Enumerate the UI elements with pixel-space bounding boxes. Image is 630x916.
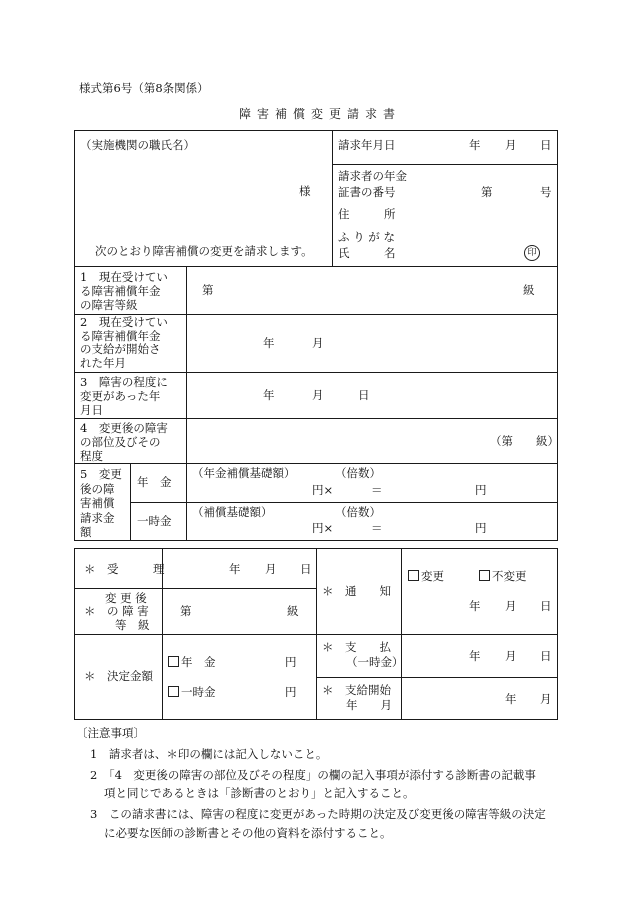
row5-label-line: 後の障 [80,481,115,496]
row2-label-line: る障害補償年金 [80,328,161,343]
row1-label-line: る障害補償年金 [80,284,161,298]
row5-label-line: 害補償 [80,496,115,510]
pension-cert-label-1: 請求者の年金 [338,169,407,183]
decision-label: ＊ 決定金額 [84,669,153,683]
note-1: 1 請求者は、＊印の欄には記入しないこと。 [90,747,328,761]
change-text: 変更 [421,569,444,583]
row2-label [80,316,168,370]
row4-label [80,421,168,463]
row2-month: 月 [312,336,324,350]
row1-kyu: 級 [523,283,535,297]
grade-label-1: 変 更 後 [105,591,147,605]
address-label: 住 所 [338,207,396,221]
decision-lump-yen: 円 [285,685,297,699]
row5-yen-x-2: 円× [312,521,334,535]
row4-label-line: 程度 [80,449,103,463]
payment-month: 月 [505,649,517,663]
request-date-day: 日 [540,138,552,152]
row5-base-lump: （補償基礎額） [192,505,273,519]
row2-label-line: 2 現在受けてい [80,315,168,329]
row5-yen-1: 円 [475,483,487,497]
request-date-label: 請求年月日 [338,138,396,152]
row3-label [80,375,168,417]
row5-label-line: 請求金 [80,510,115,525]
row5-label-line: 5 変更 [80,467,122,481]
row4-label-line: の部位及びその [80,435,161,449]
decision-pension-row [168,656,216,670]
row5-base-pension: （年金補償基礎額） [192,466,296,480]
cert-go: 号 [540,185,552,199]
row2-year: 年 [263,336,275,350]
decision-pension-yen: 円 [285,655,297,669]
recipient-label: （実施機関の職氏名） [80,138,195,152]
notice-label: ＊ 通 知 [322,584,391,598]
note-3b: に必要な医師の診断書とその他の資料を添付すること。 [104,826,392,840]
cert-dai: 第 [481,185,493,199]
decision-lump-checkbox[interactable] [168,686,179,697]
notice-year: 年 [469,599,481,613]
row5-label-line: 額 [80,525,92,539]
decision-lump-row [168,686,216,700]
note-2a: 2 「4 変更後の障害の部位及びその程度」の欄の記入事項が添付する診断書の記載事 [90,768,536,782]
no-change-checkbox[interactable] [479,570,490,581]
row1-dai: 第 [202,283,214,297]
payment-label-2: （一時金） [346,655,404,669]
payment-year: 年 [469,649,481,663]
row3-label-line: 3 障害の程度に [80,375,168,389]
row1-label [80,270,168,312]
start-label-2: 年 月 [346,698,392,712]
receipt-day: 日 [300,562,312,576]
row5-multiplier-1: （倍数） [335,466,381,480]
pension-cert-label-2: 証書の番号 [338,185,396,199]
receipt-year: 年 [229,562,241,576]
no-change-text: 不変更 [492,569,527,583]
row5-lump-label: 一時金 [137,514,172,528]
start-label-1: ＊ 支給開始 [322,683,391,697]
sama-text: 様 [299,184,311,198]
payment-day: 日 [540,649,552,663]
row5-yen-x-1: 円× [312,483,334,497]
note-2b: 項と同じであるときは「診断書のとおり」と記入すること。 [104,786,415,800]
furigana-label: ふ り が な [338,230,395,244]
request-date-month: 月 [505,138,517,152]
payment-label-1: ＊ 支 払 [322,640,391,654]
row4-value: （第 級） [490,434,559,448]
row5-equals-2: ＝ [371,521,383,535]
seal-mark: 印 [524,245,540,261]
grade-label-2: ＊ の 障 害 [84,604,149,618]
row1-label-line: の障害等級 [80,298,138,312]
row1-label-line: 1 現在受けてい [80,270,168,284]
row3-year: 年 [263,388,275,402]
decision-lump-text: 一時金 [181,685,216,699]
row3-day: 日 [358,388,370,402]
form-title: 障害補償変更請求書 [238,107,401,121]
row5-label [80,467,122,540]
form-number: 様式第6号（第8条関係） [79,81,209,95]
row5-pension-label: 年 金 [137,475,172,489]
row3-label-line: 変更があった年 [80,389,161,403]
row5-equals-1: ＝ [371,483,383,497]
notice-month: 月 [505,599,517,613]
row5-multiplier-2: （倍数） [335,505,381,519]
note-3a: 3 この請求書には、障害の程度に変更があった時期の決定及び変更後の障害等級の決定 [90,807,546,821]
start-month: 月 [540,692,552,706]
notice-change-row [408,570,444,584]
grade-dai: 第 [180,604,192,618]
row5-yen-2: 円 [475,521,487,535]
change-checkbox[interactable] [408,570,419,581]
request-statement: 次のとおり障害補償の変更を請求します。 [95,244,313,258]
row3-label-line: 月日 [80,403,103,417]
row3-month: 月 [312,388,324,402]
grade-kyu: 級 [287,604,299,618]
request-date-year: 年 [469,138,481,152]
start-year: 年 [505,692,517,706]
notice-day: 日 [540,599,552,613]
row2-label-line: の支給が開始さ [80,342,161,356]
row2-label-line: れた年月 [80,355,126,370]
row4-label-line: 4 変更後の障害 [80,421,168,435]
decision-pension-checkbox[interactable] [168,656,179,667]
grade-label-3: 等 級 [115,618,150,632]
receipt-label: ＊ 受 理 [84,562,165,576]
notes-heading: 〔注意事項〕 [76,726,145,740]
notice-no-change-row [479,570,527,584]
name-label: 氏 名 [338,246,396,260]
decision-pension-text: 年 金 [181,655,216,669]
receipt-month: 月 [265,562,277,576]
